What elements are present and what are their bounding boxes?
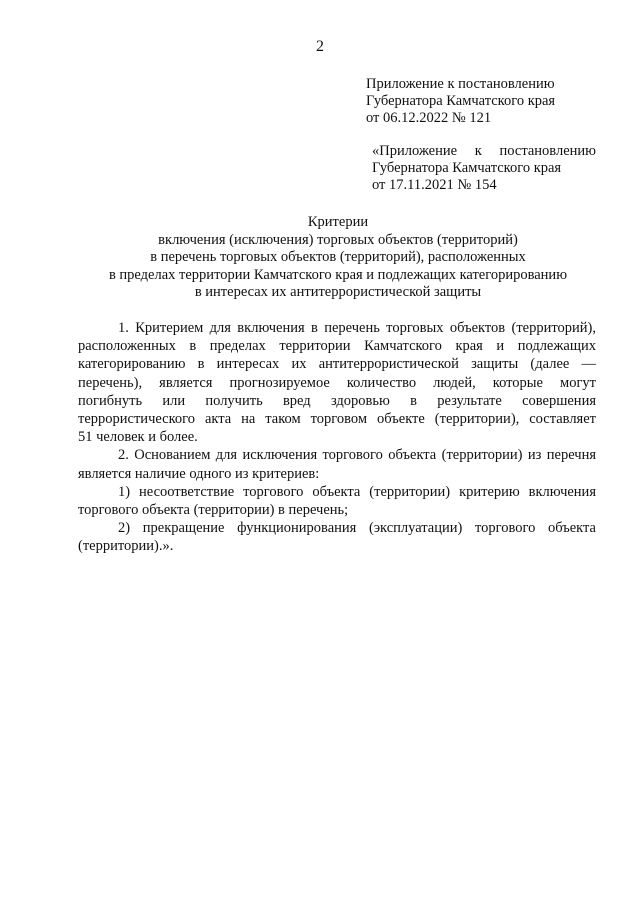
paragraph-line: торгового объекта (территории) в перечень; [78, 502, 349, 519]
paragraph-line: перечень), является прогнозируемое количество людей, которые могут [78, 374, 596, 391]
appendix-line: «Приложение к постановлению [372, 143, 596, 159]
appendix-header-current [366, 76, 606, 127]
paragraph-line: (территории).». [78, 538, 174, 555]
paragraph-line: 51 человек и более. [78, 429, 198, 446]
paragraph-line: расположенных в пределах территории Камчатского края и подлежащих [78, 338, 596, 355]
appendix-line: от 06.12.2022 № 121 [366, 110, 492, 126]
appendix-header-previous [372, 143, 596, 194]
document-body [78, 319, 596, 556]
appendix-line: Приложение к постановлению [366, 76, 555, 92]
paragraph-line: террористического акта на таком торговом объекте (территории), составляет [78, 411, 596, 428]
paragraph-line: 1) несоответствие торгового объекта (территории) критерию включения [118, 483, 596, 500]
paragraph-line: 1. Критерием для включения в перечень торговых объектов (территорий), [118, 320, 596, 336]
appendix-line: Губернатора Камчатского края [366, 93, 556, 109]
document-title [78, 214, 598, 302]
title-line: в перечень торговых объектов (территорий), расположенных [150, 249, 526, 265]
paragraph-2 [78, 446, 596, 482]
paragraph-1 [78, 319, 596, 446]
page-number: 2 [316, 38, 324, 55]
paragraph-line: 2) прекращение функционирования (эксплуатации) торгового объекта [118, 520, 596, 537]
title-line: включения (исключения) торговых объектов (территорий) [158, 231, 518, 248]
paragraph-3 [78, 483, 596, 519]
title-line: в интересах их антитеррористической защиты [194, 284, 482, 300]
paragraph-line: 2. Основанием для исключения торгового объекта (территории) из перечня [118, 447, 596, 464]
paragraph-line: является наличие одного из критериев: [78, 465, 320, 482]
appendix-line: Губернатора Камчатского края [372, 160, 562, 176]
paragraph-line: категорированию в интересах их антитеррористической защиты (далее — [78, 356, 596, 373]
title-heading: Критерии [307, 214, 369, 230]
paragraph-4 [78, 519, 596, 555]
title-line: в пределах территории Камчатского края и подлежащих категорированию [108, 266, 568, 283]
paragraph-line: погибнуть или получить вред здоровью в результате совершения [78, 392, 596, 409]
appendix-line: от 17.11.2021 № 154 [372, 177, 497, 193]
